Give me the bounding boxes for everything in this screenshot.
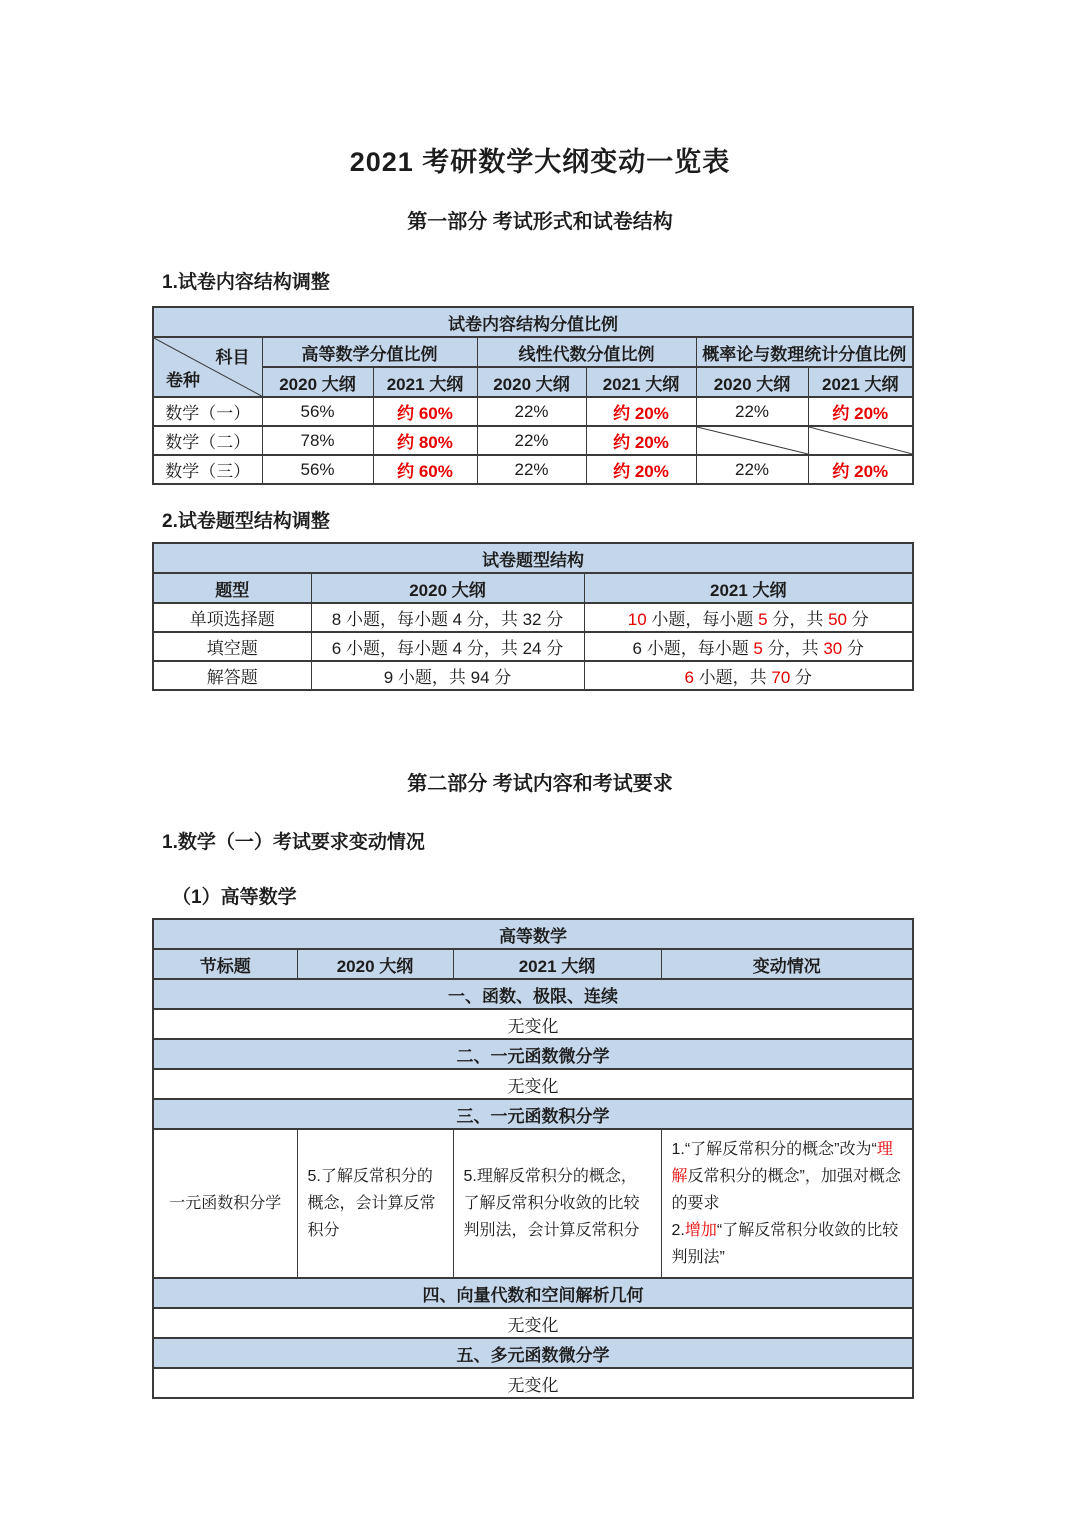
changed-value-cell: 约 20% — [586, 426, 696, 455]
changed-value: 5 — [758, 610, 768, 629]
year-header: 2021 大纲 — [586, 367, 696, 397]
corner-label-subject: 科目 — [215, 348, 250, 367]
col-header-changes: 变动情况 — [661, 949, 913, 979]
section1-heading: 1.试卷内容结构调整 — [162, 272, 330, 293]
detail-line — [672, 1217, 903, 1271]
col-header-2020: 2020 大纲 — [311, 573, 584, 603]
section4-heading: （1）高等数学 — [172, 887, 297, 908]
detail-line — [308, 1163, 443, 1244]
chapter-section-row — [153, 1338, 913, 1368]
cell-2021 — [584, 661, 913, 690]
cell-text: 分，共 — [762, 639, 824, 658]
no-change-row — [153, 1368, 913, 1398]
advanced-math-changes-table — [152, 918, 914, 1399]
question-type-table — [152, 542, 914, 691]
value-cell: 22% — [477, 426, 586, 455]
table2-body — [153, 603, 913, 690]
changed-value: 50 — [828, 610, 847, 629]
no-change-row — [153, 1308, 913, 1338]
part2-heading: 第二部分 考试内容和考试要求 — [407, 773, 673, 795]
year-header: 2020 大纲 — [477, 367, 586, 397]
no-change-row — [153, 1069, 913, 1099]
no-change-row — [153, 1009, 913, 1039]
chapter-section-title: 二、一元函数微分学 — [153, 1039, 913, 1069]
cell-text: 反常积分的概念”，加强对概念的要求 — [671, 1168, 901, 1212]
changed-value-cell: 约 20% — [808, 397, 913, 426]
table-row — [153, 397, 913, 426]
chapter-section-row — [153, 1099, 913, 1129]
cell-text: 6 小题，每小题 4 分，共 24 分 — [331, 639, 564, 658]
col-header-2020: 2020 大纲 — [297, 949, 453, 979]
change-detail-row — [153, 1129, 913, 1278]
value-cell: 78% — [262, 426, 373, 455]
table1-title: 试卷内容结构分值比例 — [153, 307, 913, 337]
cell-text: 5.理解反常积分的概念，了解反常积分收敛的比较判别法，会计算反常积分 — [463, 1168, 640, 1239]
col-header-2021: 2021 大纲 — [584, 573, 913, 603]
value-cell: 56% — [262, 397, 373, 426]
value-cell: 22% — [477, 397, 586, 426]
diagonal-slash-icon — [697, 427, 808, 454]
cell-2021 — [584, 632, 913, 661]
table2-title: 试卷题型结构 — [153, 543, 913, 573]
corner-label-paper: 卷种 — [166, 371, 200, 390]
col-header-question-type: 题型 — [153, 573, 311, 603]
group-header-advanced-math: 高等数学分值比例 — [262, 337, 477, 367]
table3-body — [153, 979, 913, 1398]
cell-text: 5.了解反常积分的概念，会计算反常积分 — [307, 1168, 436, 1239]
changed-value: 增加 — [684, 1222, 717, 1239]
document-title: 2021 考研数学大纲变动一览表 — [349, 147, 731, 177]
cell-text: 2. — [671, 1222, 685, 1239]
cell-2020 — [311, 632, 584, 661]
diagonal-slash-icon — [809, 427, 913, 454]
table-row — [153, 426, 913, 455]
cell-text: 分 — [842, 639, 864, 658]
no-change-text: 无变化 — [153, 1308, 913, 1338]
table2-title-row — [153, 543, 913, 573]
value-cell: 22% — [696, 455, 808, 484]
change-detail-cell — [297, 1129, 453, 1278]
value-cell: 22% — [477, 455, 586, 484]
cell-text: 小题，共 — [693, 668, 772, 687]
changed-value-cell: 约 20% — [808, 455, 913, 484]
score-ratio-table — [152, 306, 914, 485]
question-type-label: 解答题 — [153, 661, 311, 690]
chapter-section-title: 一、函数、极限、连续 — [153, 979, 913, 1009]
changed-value: 6 — [684, 668, 694, 687]
table-row — [153, 603, 913, 632]
part1-heading: 第一部分 考试形式和试卷结构 — [407, 211, 673, 233]
changed-value: 30 — [823, 639, 843, 658]
changed-value-cell: 约 80% — [373, 426, 477, 455]
group-header-probability: 概率论与数理统计分值比例 — [696, 337, 913, 367]
question-type-label: 单项选择题 — [153, 603, 311, 632]
no-change-text: 无变化 — [153, 1009, 913, 1039]
detail-line — [672, 1136, 903, 1217]
empty-slashed-cell — [808, 426, 913, 455]
cell-text: 9 小题，共 94 分 — [383, 668, 512, 687]
cell-text: 分，共 — [767, 610, 829, 629]
cell-text: 6 小题，每小题 — [632, 639, 754, 658]
changed-value: 70 — [771, 668, 791, 687]
chapter-section-title: 五、多元函数微分学 — [153, 1338, 913, 1368]
paper-type-label: 数学（二） — [153, 426, 262, 455]
cell-text: 分 — [790, 668, 813, 687]
change-detail-cell — [453, 1129, 661, 1278]
no-change-text: 无变化 — [153, 1069, 913, 1099]
year-header: 2020 大纲 — [696, 367, 808, 397]
table3-header-row — [153, 949, 913, 979]
document-content-part2 — [152, 827, 912, 1399]
cell-2021 — [584, 603, 913, 632]
value-cell: 56% — [262, 455, 373, 484]
year-header: 2020 大纲 — [262, 367, 373, 397]
year-header: 2021 大纲 — [373, 367, 477, 397]
table3-title: 高等数学 — [153, 919, 913, 949]
changed-value-cell: 约 20% — [586, 397, 696, 426]
table3-title-row — [153, 919, 913, 949]
paper-type-label: 数学（一） — [153, 397, 262, 426]
cell-text: 小题，每小题 — [646, 610, 759, 629]
table2-header-row — [153, 573, 913, 603]
changed-value-cell: 约 20% — [586, 455, 696, 484]
cell-2020 — [311, 661, 584, 690]
empty-slashed-cell — [696, 426, 808, 455]
changed-value: 5 — [753, 639, 763, 658]
document-content — [152, 267, 912, 691]
cell-text: “了解反常积分收敛的比较判别法” — [671, 1222, 899, 1266]
changed-value-cell: 约 60% — [373, 397, 477, 426]
year-header: 2021 大纲 — [808, 367, 913, 397]
table1-year-header-row — [153, 367, 913, 397]
chapter-section-title: 三、一元函数积分学 — [153, 1099, 913, 1129]
chapter-section-row — [153, 1278, 913, 1308]
change-detail-cell — [153, 1129, 297, 1278]
table-row — [153, 661, 913, 690]
cell-text: 一元函数积分学 — [169, 1195, 282, 1212]
detail-line — [464, 1163, 651, 1244]
cell-2020 — [311, 603, 584, 632]
table1-body — [153, 397, 913, 484]
chapter-section-row — [153, 979, 913, 1009]
diagonal-corner-cell — [153, 337, 262, 397]
section2-heading: 2.试卷题型结构调整 — [162, 511, 330, 532]
detail-line — [158, 1190, 293, 1217]
table1-group-header-row — [153, 337, 913, 367]
cell-text: 1.“了解反常积分的概念”改为“ — [671, 1141, 877, 1158]
value-cell: 22% — [696, 397, 808, 426]
chapter-section-row — [153, 1039, 913, 1069]
changed-value: 10 — [627, 610, 647, 629]
col-header-section-title: 节标题 — [153, 949, 297, 979]
col-header-2021: 2021 大纲 — [453, 949, 661, 979]
cell-text: 8 小题，每小题 4 分，共 32 分 — [331, 610, 564, 629]
changed-value-cell: 约 60% — [373, 455, 477, 484]
paper-type-label: 数学（三） — [153, 455, 262, 484]
table-row — [153, 455, 913, 484]
changed-value: 理解 — [671, 1141, 893, 1185]
question-type-label: 填空题 — [153, 632, 311, 661]
group-header-linear-algebra: 线性代数分值比例 — [477, 337, 696, 367]
section3-heading: 1.数学（一）考试要求变动情况 — [162, 832, 425, 853]
table1-title-row — [153, 307, 913, 337]
change-detail-cell — [661, 1129, 913, 1278]
chapter-section-title: 四、向量代数和空间解析几何 — [153, 1278, 913, 1308]
cell-text: 分 — [847, 610, 869, 629]
no-change-text: 无变化 — [153, 1368, 913, 1398]
table-row — [153, 632, 913, 661]
